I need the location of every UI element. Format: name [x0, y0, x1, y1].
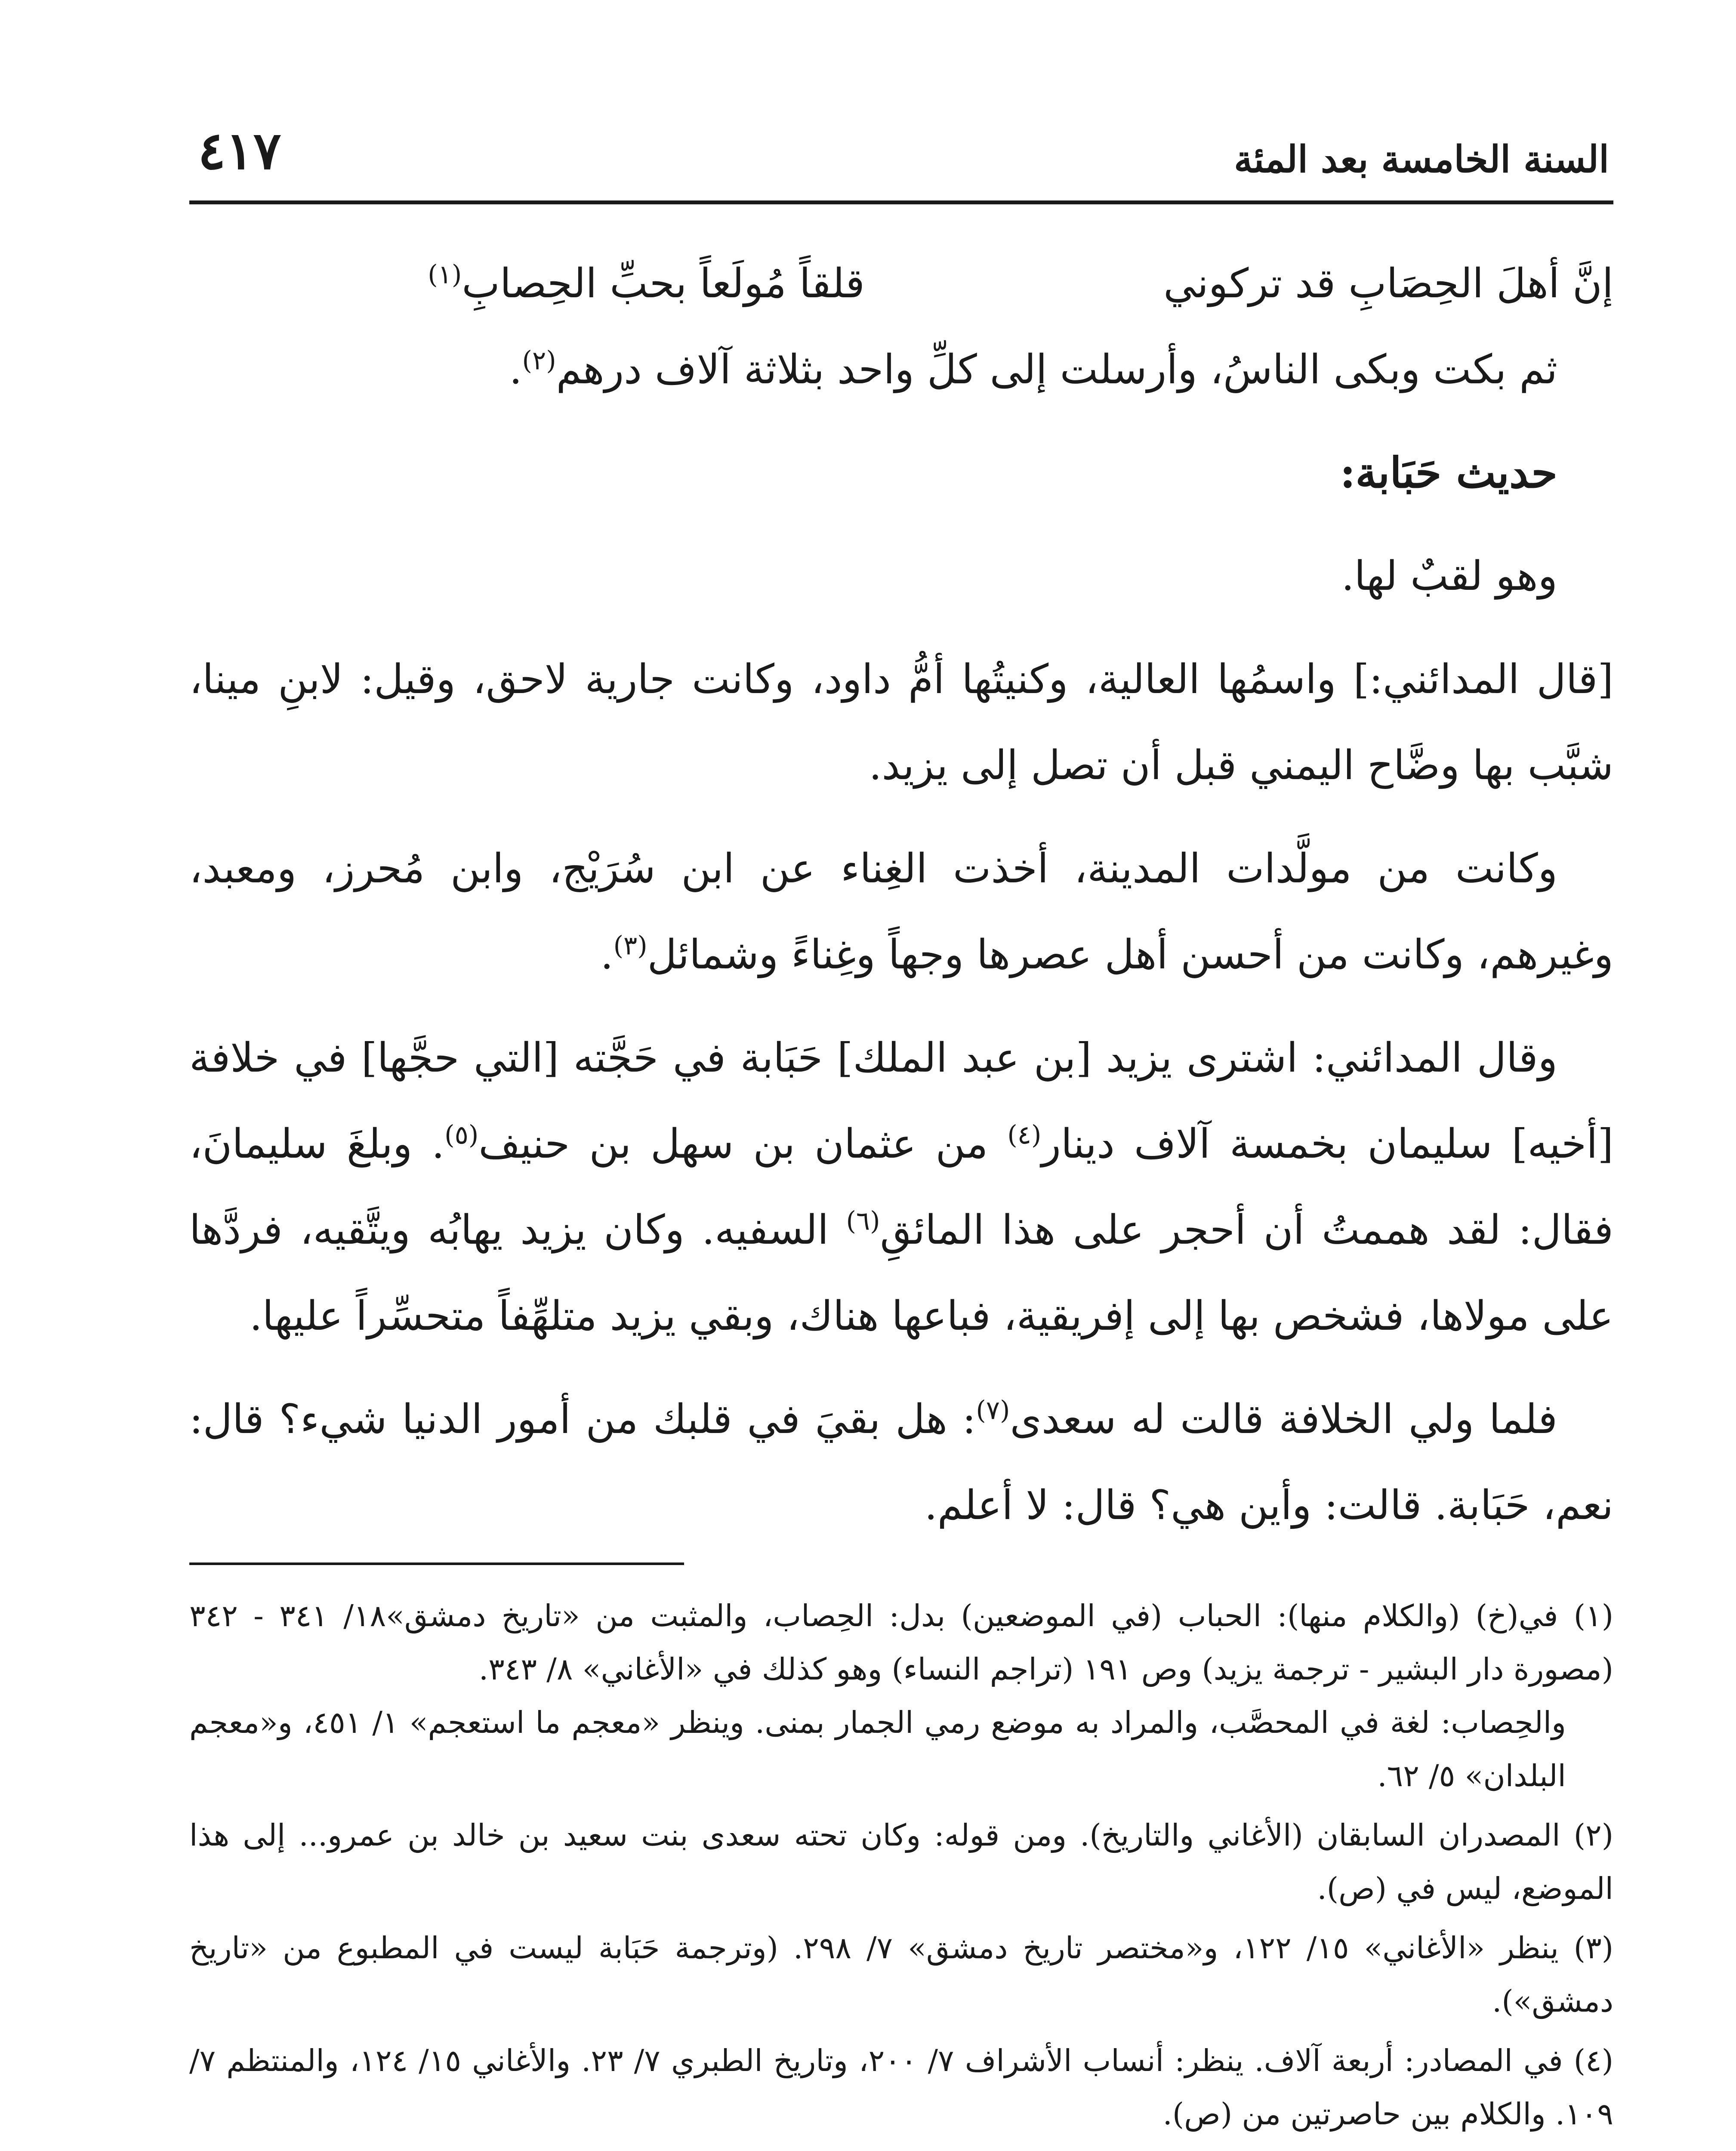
- footnote-ref[interactable]: (٦): [846, 1206, 880, 1236]
- footnote-ref[interactable]: (٣): [613, 931, 648, 961]
- paragraph: [قال المدائني:] واسمُها العالية، وكنيتُها أمُّ داود، وكانت جارية لاحق، وقيل: لابنِ مينا، شبَّب بها وضَّاح اليمني قبل أن تصل إلى يزيد.: [189, 656, 1613, 789]
- paragraph: وقال المدائني: اشترى يزيد [بن عبد الملك] حَبَابة في حَجَّته [التي حجَّها] في خلافة [أخيه] سليمان بخمسة آلاف دينار$^{(٤)}$ من عثمان بن سهل بن حنيف$^{(٥)}$. وبلغَ سليمانَ، فقال: لقد هممتُ أن أحجر على هذا المائقِ$^{(٦)}$ السفيه. وكان يزيد يهابُه ويتَّقيه، فردَّها على مولاها، فشخص بها إلى إفريقية، فباعها هناك، وبقي يزيد متلهِّفاً متحسِّراً عليها.: [189, 1035, 1614, 1340]
- running-title: السنة الخامسة بعد المئة: [1234, 138, 1609, 181]
- paragraph: وكانت من مولَّدات المدينة، أخذت الغِناء عن ابن سُرَيْج، وابن مُحرز، ومعبد، وغيرهم، وكانت من أحسن أهل عصرها وجهاً وغِناءً وشمائل$^{(٣)}$.: [189, 845, 1613, 978]
- paragraph: وهو لقبٌ لها.: [1341, 553, 1557, 600]
- paragraph: فلما ولي الخلافة قالت له سعدى$^{(٧)}$: هل بقيَ في قلبك من أمور الدنيا شيء؟ قال: نعم، حَبَابة. قالت: وأين هي؟ قال: لا أعلم.: [189, 1395, 1613, 1529]
- footnote-ref[interactable]: (٧): [976, 1395, 1010, 1426]
- footnotes: [189, 1583, 1613, 2151]
- footnote-ref[interactable]: (١): [428, 259, 462, 290]
- running-header: [189, 112, 1609, 198]
- footnote-ref[interactable]: (٢): [522, 345, 556, 376]
- header-rule: [189, 200, 1613, 204]
- section-heading: حديث حَبَابة:: [1340, 448, 1557, 498]
- footnote-1-continued: والحِصاب: لغة في المحصَّب، والمراد به موضع رمي الجمار بمنى. وينظر «معجم ما استعجم» ١/ ٤٥١، و«معجم البلدان» ٥/ ٦٢.: [189, 1705, 1566, 1794]
- footnote-3: (٣) ينظر «الأغاني» ١٥/ ١٢٢، و«مختصر تاريخ دمشق» ٧/ ٢٩٨. (وترجمة حَبَابة ليست في المطبوع من «تاريخ دمشق»).: [189, 1930, 1614, 2019]
- poem-verse: [189, 241, 1613, 327]
- footnote-ref[interactable]: (٥): [444, 1120, 479, 1150]
- footnote-separator: [189, 1562, 684, 1565]
- main-text: [189, 241, 1613, 1549]
- verse-hemistich-second: قلقاً مُولَعاً بحبِّ الحِصابِ$^{(١)}$: [428, 259, 865, 307]
- verse-hemistich-first: إنَّ أهلَ الحِصَابِ قد تركوني: [1163, 260, 1613, 307]
- footnote-5: [189, 2147, 1613, 2151]
- footnote-2: (٢) المصدران السابقان (الأغاني والتاريخ). ومن قوله: وكان تحته سعدى بنت سعيد بن خالد بن عمرو... إلى هذا الموضع، ليس في (ص).: [189, 1818, 1613, 1906]
- page-number: ٤١٧: [198, 120, 281, 181]
- footnote-ref[interactable]: (٤): [1007, 1120, 1042, 1150]
- paragraph: ثم بكت وبكى الناسُ، وأرسلت إلى كلِّ واحد بثلاثة آلاف درهم$^{(٢)}$.: [509, 345, 1557, 393]
- footnote-4: (٤) في المصادر: أربعة آلاف. ينظر: أنساب الأشراف ٧/ ٢٠٠، وتاريخ الطبري ٧/ ٢٣. والأغاني ١٥/ ١٢٤، والمنتظم ٧/ ١٠٩. والكلام بين حاصرتين من (ص).: [189, 2043, 1613, 2132]
- footnote-1: (١) في(خ) (والكلام منها): الحباب (في الموضعين) بدل: الحِصاب، والمثبت من «تاريخ دمشق»١٨/ ٣٤١ - ٣٤٢ (مصورة دار البشير - ترجمة يزيد) وص ١٩١ (تراجم النساء) وهو كذلك في «الأغاني» ٨/ ٣٤٣.: [189, 1598, 1614, 1687]
